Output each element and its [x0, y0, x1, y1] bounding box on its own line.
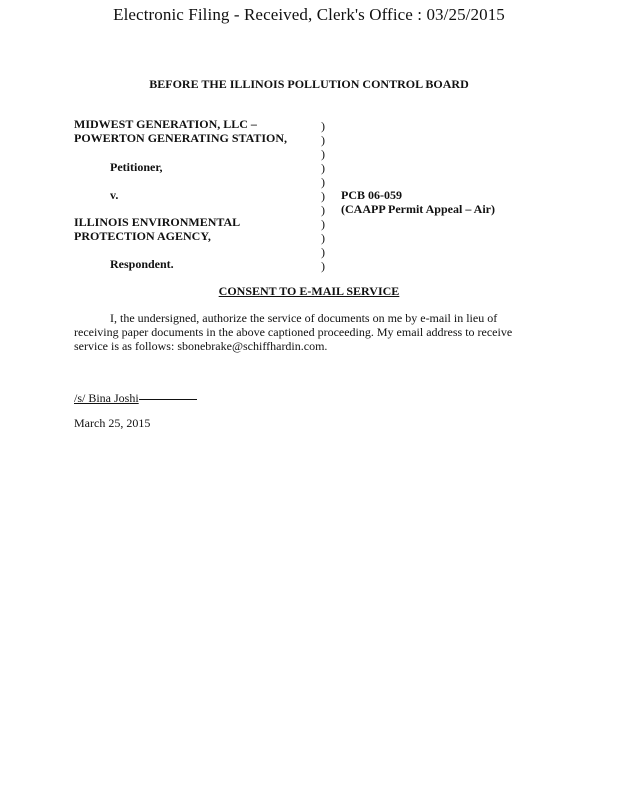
caption-paren: ) — [321, 147, 325, 161]
body-line-3: service is as follows: sbonebrake@schiffhardin.com. — [74, 339, 328, 353]
body-line-1: I, the undersigned, authorize the service of documents on me by e-mail in lieu of — [110, 311, 498, 325]
document-title: CONSENT TO E-MAIL SERVICE — [218, 284, 400, 298]
caption-paren: ) — [321, 189, 325, 203]
versus-label: v. — [110, 188, 119, 202]
signature-line — [139, 399, 197, 400]
caption-paren: ) — [321, 203, 325, 217]
signature-date: March 25, 2015 — [74, 416, 151, 430]
signature: /s/ Bina Joshi — [74, 391, 139, 405]
filing-stamp: Electronic Filing - Received, Clerk's Office : 03/25/2015 — [113, 5, 505, 24]
caption-paren: ) — [321, 119, 325, 133]
respondent-label: Respondent. — [110, 257, 174, 271]
body-line-2: receiving paper documents in the above captioned proceeding. My email address to receive — [74, 325, 513, 339]
caption-paren: ) — [321, 259, 325, 273]
caption-paren: ) — [321, 161, 325, 175]
caption-paren: ) — [321, 231, 325, 245]
case-number: PCB 06-059 — [341, 188, 402, 202]
case-type: (CAAPP Permit Appeal – Air) — [341, 202, 495, 216]
respondent-name-line-2: PROTECTION AGENCY, — [74, 229, 211, 243]
caption-paren: ) — [321, 245, 325, 259]
caption-paren: ) — [321, 175, 325, 189]
petitioner-label: Petitioner, — [110, 160, 163, 174]
caption-paren: ) — [321, 217, 325, 231]
petitioner-name-line-2: POWERTON GENERATING STATION, — [74, 131, 288, 145]
signature-block — [74, 391, 197, 406]
respondent-name-line-1: ILLINOIS ENVIRONMENTAL — [74, 215, 241, 229]
caption-paren: ) — [321, 133, 325, 147]
board-heading: BEFORE THE ILLINOIS POLLUTION CONTROL BOARD — [149, 77, 469, 91]
petitioner-name-line-1: MIDWEST GENERATION, LLC – — [74, 117, 257, 131]
